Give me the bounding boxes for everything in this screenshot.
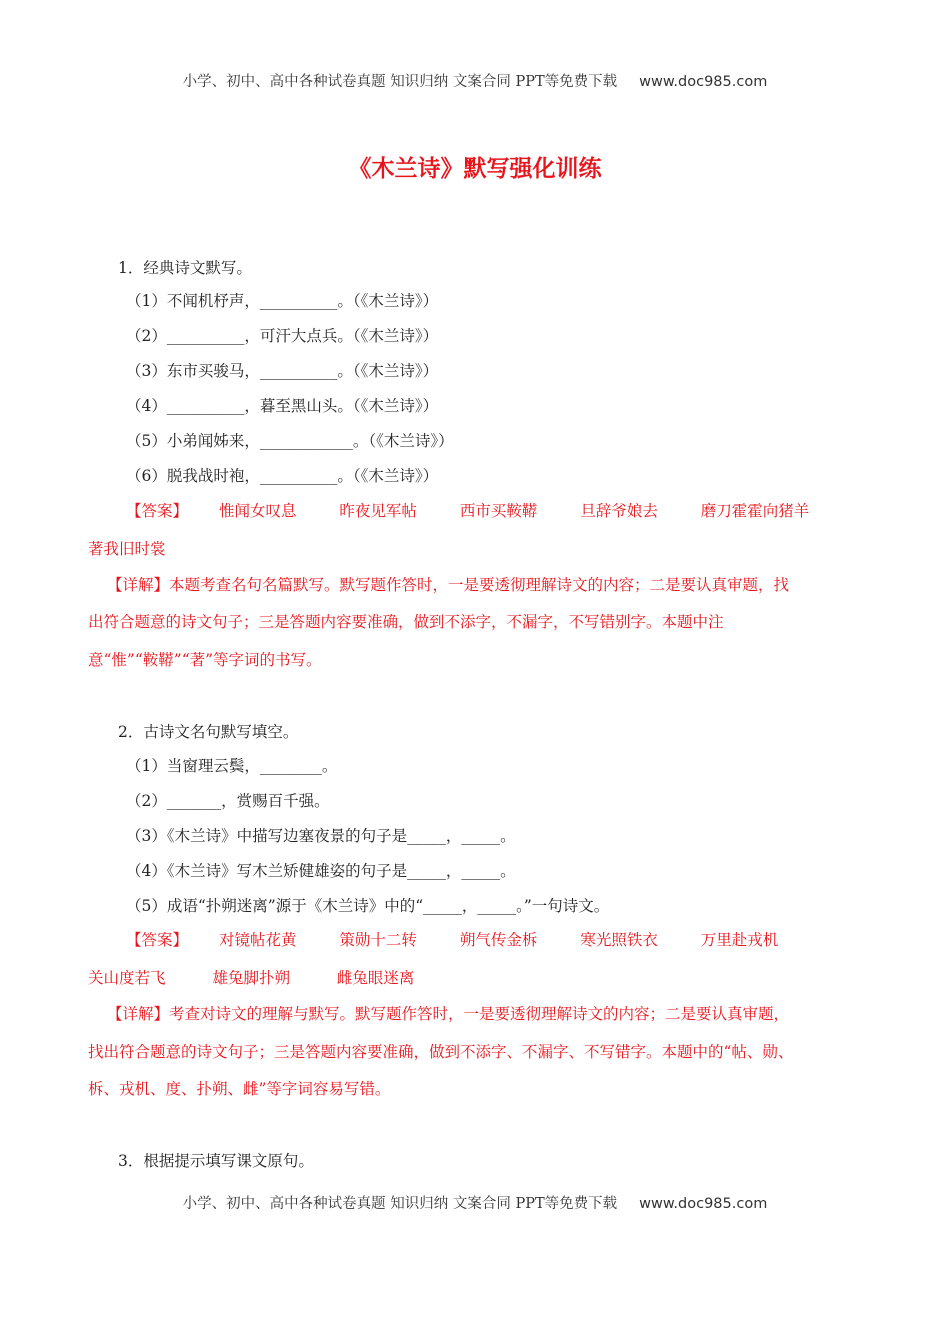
q1-item-6: （6）脱我战时袍，__________。（《木兰诗》） (126, 467, 439, 485)
q2-answer: 关山度若飞 (88, 969, 166, 987)
q1-detail-label: 【详解】 (107, 576, 170, 594)
q2-detail-line-3: 柝、戎机、度、扑朔、雌”等字词容易写错。 (88, 1080, 391, 1098)
q2-answer: 寒光照铁衣 (580, 931, 658, 949)
q2-answer: 雄兔脚扑朔 (212, 969, 290, 987)
header-site-link[interactable]: www.doc985.com (639, 74, 768, 90)
q1-item-4: （4）__________，暮至黑山头。（《木兰诗》） (126, 397, 439, 415)
q2-answer-label: 【答案】 (126, 931, 189, 949)
q1-answer: 磨刀霍霍向猪羊 (700, 502, 810, 520)
q1-answer: 惟闻女叹息 (218, 502, 297, 520)
q1-answer-label: 【答案】 (126, 502, 189, 520)
q1-detail-line-3: 意“惟”“鞍鞯”“著”等字词的书写。 (88, 651, 322, 669)
q2-item-2: （2）_______，赏赐百千强。 (126, 792, 330, 810)
q2-heading: 2．古诗文名句默写填空。 (118, 723, 299, 741)
header-text: 小学、初中、高中各种试卷真题 知识归纳 文案合同 PPT等免费下载 (182, 74, 618, 90)
q2-detail-line-1 (107, 1004, 789, 1024)
page-header (0, 70, 950, 91)
page-footer (0, 1192, 950, 1213)
q1-item-2: （2）__________，可汗大点兵。（《木兰诗》） (126, 327, 439, 345)
q2-detail-line-2: 找出符合题意的诗文句子；三是答题内容要准确，做到不添字、不漏字、不写错字。本题中的“帖、勋、 (88, 1043, 794, 1061)
q2-answer: 对镜帖花黄 (218, 931, 297, 949)
q2-answer: 策勋十二转 (339, 931, 417, 949)
q1-answer: 旦辞爷娘去 (580, 502, 658, 520)
q1-item-5: （5）小弟闻姊来，____________。（《木兰诗》） (126, 432, 454, 450)
q2-item-3: （3）《木兰诗》中描写边塞夜景的句子是_____，_____。 (126, 827, 516, 845)
footer-text: 小学、初中、高中各种试卷真题 知识归纳 文案合同 PPT等免费下载 (182, 1196, 618, 1212)
q1-detail-line-1 (107, 575, 789, 595)
q1-answer: 西市买鞍鞯 (459, 502, 538, 520)
q3-heading: 3．根据提示填写课文原句。 (118, 1152, 314, 1170)
q1-answer: 昨夜见军帖 (339, 502, 417, 520)
q2-answer: 朔气传金柝 (459, 931, 538, 949)
q1-detail-line-2: 出符合题意的诗文句子；三是答题内容要准确，做到不添字，不漏字，不写错别字。本题中注 (88, 613, 724, 631)
q2-item-5: （5）成语“扑朔迷离”源于《木兰诗》中的“_____，_____。”一句诗文。 (126, 897, 610, 915)
q1-heading: 1．经典诗文默写。 (118, 259, 252, 277)
q2-item-1: （1）当窗理云鬓，________。 (126, 757, 338, 775)
q2-item-4: （4）《木兰诗》写木兰矫健雄姿的句子是_____，_____。 (126, 862, 516, 880)
page-title: 《木兰诗》默写强化训练 (348, 156, 602, 182)
q1-detail-text: 本题考查名句名篇默写。默写题作答时，一是要透彻理解诗文的内容；二是要认真审题，找 (169, 576, 790, 594)
q2-answer-continued (88, 968, 414, 988)
q1-answer-continued: 著我旧时裳 (88, 540, 166, 558)
footer-site-link[interactable]: www.doc985.com (639, 1196, 768, 1212)
q1-item-1: （1）不闻机杼声，__________。（《木兰诗》） (126, 292, 439, 310)
q2-detail-text: 考查对诗文的理解与默写。默写题作答时，一是要透彻理解诗文的内容；二是要认真审题， (169, 1005, 790, 1023)
q2-detail-label: 【详解】 (107, 1005, 170, 1023)
q1-item-3: （3）东市买骏马，__________。（《木兰诗》） (126, 362, 439, 380)
q2-answer: 万里赴戎机 (700, 931, 779, 949)
q2-answer-row (126, 930, 816, 950)
q2-answer: 雌兔眼迷离 (336, 969, 415, 987)
q1-answer-row (126, 501, 847, 521)
